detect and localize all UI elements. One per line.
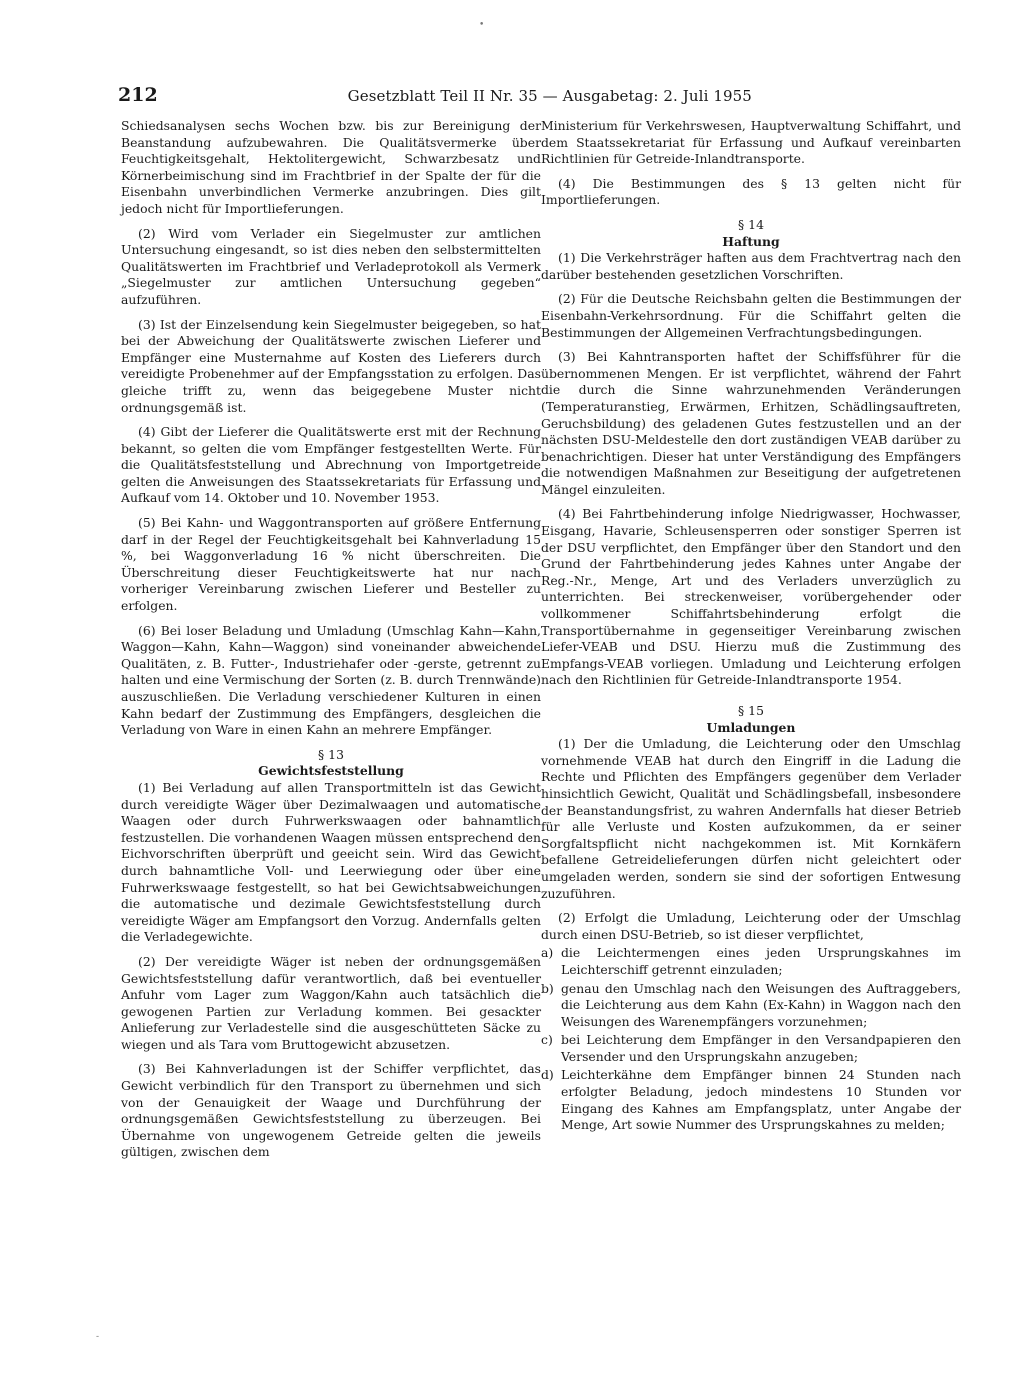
- paragraph: Schiedsanalysen sechs Wochen bzw. bis zur Bereinigung der Beanstandung aufzubewahren. Die Qualitätsvermerke über Feuchtigkeitsgehalt, Hektolitergewicht, Schwarzbesatz und Körnerbeimischung sind im Frachtbrief in der Spalte der für die Eisenbahn unverbindlichen Vermerke anzubringen. Dies gilt jedoch nicht für Importlieferungen.: [121, 118, 541, 216]
- list-item: [541, 1067, 961, 1133]
- paragraph: (1) Der die Umladung, die Leichterung oder den Umschlag vornehmende VEAB hat durch den Eingriff in die Ladung die Rechte und Pflichten des Empfängers gegenüber dem Verlader hinsichtlich Gewicht, Qualität und Schädlingsbefall, insbesondere der Beanstandungsfrist, zu wahren Andernfalls hat dieser Betrieb für alle Verluste und Kosten aufzukommen, da er seiner Sorgfaltspflicht nicht nachgekommen ist. Mit Kornkäfern befallene Getreidelieferungen dürfen nicht geleichtert oder umgeladen werden, sondern sie sind der sofortigen Entwesung zuzuführen.: [541, 736, 961, 901]
- section-title: Haftung: [722, 233, 780, 249]
- right-column: [541, 118, 961, 1136]
- running-title: Gesetzblatt Teil II Nr. 35 — Ausgabetag: 2. Juli 1955: [347, 87, 752, 105]
- paragraph: (3) Bei Kahntransporten haftet der Schiffsführer für die übernommenen Mengen. Er ist verpflichtet, während der Fahrt die durch die Sinne wahrzunehmenden Veränderungen (Temperaturanstieg, Erwärmen, Erhitzen, Schädlingsauftreten, Geruchsbildung) des geladenen Gutes festzustellen und an der nächsten DSU-Meldestelle den dort zuständigen VEAB darüber zu benachrichtigen. Dieser hat unter Verständigung des Empfängers die notwendigen Maßnahmen zur Beseitigung der aufgetretenen Mängel einzuleiten.: [541, 349, 961, 497]
- list-item: [541, 945, 961, 978]
- paragraph: (5) Bei Kahn- und Waggontransporten auf größere Entfernung darf in der Regel der Feuchtigkeitsgehalt bei Kahnverladung 15 %, bei Waggonverladung 16 % nicht überschreiten. Die Überschreitung dieser Feuchtigkeitswerte hat nur nach vorheriger Vereinbarung zwischen Lieferer und Besteller zu erfolgen.: [121, 515, 541, 614]
- section-title: Umladungen: [706, 719, 796, 735]
- paragraph: (4) Die Bestimmungen des § 13 gelten nicht für Importlieferungen.: [541, 175, 961, 208]
- section-number: § 14: [738, 216, 764, 232]
- section-number: § 15: [738, 703, 764, 718]
- list-label: b): [541, 980, 554, 996]
- page-number: 212: [118, 84, 158, 106]
- paragraph: (6) Bei loser Beladung und Umladung (Umschlag Kahn—Kahn, Waggon—Kahn, Kahn—Waggon) sind voneinander abweichende Qualitäten, z. B. Futter-, Industriehafer oder -gerste, getrennt zu halten und eine Vermischung der Sorten (z. B. durch Trennwände) auszuschließen. Die Verladung verschiedener Kulturen in einen Kahn bedarf der Zustimmung des Empfängers, desgleichen die Verladung von Ware in einen Kahn an mehrere Empfänger.: [121, 622, 541, 738]
- list-text: Leichterkähne dem Empfänger binnen 24 Stunden nach erfolgter Beladung, jedoch mindestens 10 Stunden vor Eingang des Kahnes am Empfangsplatz, unter Angabe der Menge, Art sowie Nummer des Ursprungskahnes zu melden;: [561, 1067, 961, 1133]
- paragraph: Ministerium für Verkehrswesen, Hauptverwaltung Schiffahrt, und dem Staatssekretariat für Erfassung und Aufkauf vereinbarten Richtlinien für Getreide-Inlandtransporte.: [541, 118, 961, 167]
- paragraph: (3) Bei Kahnverladungen ist der Schiffer verpflichtet, das Gewicht verbindlich für den Transport zu übernehmen und sich von der Genauigkeit der Waage und Durchführung der ordnungsgemäßen Gewichtsfeststellung zu überzeugen. Bei Übernahme von ungewogenem Getreide gelten die jeweils gültigen, zwischen dem: [121, 1061, 541, 1160]
- left-column: [121, 118, 541, 1169]
- scan-speck: •: [479, 20, 485, 30]
- list-text: die Leichtermengen eines jeden Ursprungskahnes im Leichterschiff getrennt einzuladen;: [561, 945, 961, 977]
- section-title: Gewichtsfeststellung: [258, 763, 404, 779]
- list-label: d): [541, 1067, 554, 1083]
- list-item: [541, 981, 961, 1031]
- list-label: c): [541, 1032, 553, 1048]
- paragraph: (2) Der vereidigte Wäger ist neben der ordnungsgemäßen Gewichtsfeststellung dafür verantwortlich, daß bei eventueller Anfuhr vom Lager zum Waggon/Kahn auch tatsächlich die gewogenen Partien zur Verladung kommen. Bei gesackter Anlieferung zur Verladestelle sind die ausgeschütteten Säcke zu wiegen und als Tara vom Bruttogewicht abzusetzen.: [121, 953, 541, 1052]
- paragraph: (2) Wird vom Verlader ein Siegelmuster zur amtlichen Untersuchung eingesandt, so ist dies neben den selbstermittelten Qualitätswerten im Frachtbrief und Verladeprotokoll als Vermerk „Siegelmuster zur amtlichen Untersuchung gegeben“ aufzuführen.: [121, 225, 541, 307]
- list-text: bei Leichterung dem Empfänger in den Versandpapieren den Versender und den Ursprungskahn anzugeben;: [561, 1032, 961, 1064]
- list-text: genau den Umschlag nach den Weisungen des Auftraggebers, die Leichterung aus dem Kahn (Ex-Kahn) in Waggon nach den Weisungen des Warenempfängers vorzunehmen;: [561, 980, 961, 1029]
- paragraph: (4) Bei Fahrtbehinderung infolge Niedrigwasser, Hochwasser, Eisgang, Havarie, Schleusensperren oder sonstiger Sperren ist der DSU verpflichtet, den Empfänger über den Standort und den Grund der Fahrtbehinderung jedes Kahnes unter Angabe der Reg.-Nr., Menge, Art und des Verladers unverzüglich zu unterrichten. Bei streckenweiser, vorübergehender oder vollkommener Schiffahrtsbehinderung erfolgt die Transportübernahme in gegenseitiger Vereinbarung zwischen Liefer-VEAB und DSU. Hierzu muß die Zustimmung des Empfangs-VEAB vorliegen. Umladung und Leichterung erfolgen nach den Richtlinien für Getreide-Inlandtransporte 1954.: [541, 506, 961, 688]
- page-header: [118, 84, 960, 108]
- paragraph: (1) Bei Verladung auf allen Transportmitteln ist das Gewicht durch vereidigte Wäger über Dezimalwaagen und automatische Waagen oder durch Fuhrwerkswaagen oder bahnamtlich festzustellen. Die vorhandenen Waagen müssen entsprechend den Eichvorschriften überprüft und geeicht sein. Wird das Gewicht durch bahnamtliche Voll- und Leerwiegung oder über eine Fuhrwerkswaage festgestellt, so hat bei Gewichtsabweichungen die automatische und dezimale Gewichtsfeststellung durch vereidigte Wäger am Empfangsort den Vorzug. Andernfalls gelten die Verladegewichte.: [121, 779, 541, 945]
- paragraph: (2) Erfolgt die Umladung, Leichterung oder der Umschlag durch einen DSU-Betrieb, so ist dieser verpflichtet,: [541, 910, 961, 942]
- list-item: [541, 1032, 961, 1065]
- paragraph: (4) Gibt der Lieferer die Qualitätswerte erst mit der Rechnung bekannt, so gelten die vom Empfänger festgestellten Werte. Für die Qualitätsfeststellung und Abrechnung von Importgetreide gelten die Anweisungen des Staatssekretariats für Erfassung und Aufkauf vom 14. Oktober und 10. November 1953.: [121, 424, 541, 506]
- paragraph: (3) Ist der Einzelsendung kein Siegelmuster beigegeben, so hat bei der Abweichung der Qualitätswerte zwischen Lieferer und Empfänger eine Musternahme auf Kosten des Lieferers durch vereidigte Probenehmer auf der Empfangsstation zu erfolgen. Das gleiche trifft zu, wenn das beigegebene Muster nicht ordnungsgemäß ist.: [121, 316, 541, 415]
- paragraph: (1) Die Verkehrsträger haften aus dem Frachtvertrag nach den darüber bestehenden gesetzlichen Vorschriften.: [541, 250, 961, 282]
- section-number: § 13: [318, 746, 344, 762]
- paragraph: (2) Für die Deutsche Reichsbahn gelten die Bestimmungen der Eisenbahn-Verkehrsordnung. Für die Schiffahrt gelten die Bestimmungen der Allgemeinen Verfrachtungsbedingungen.: [541, 291, 961, 340]
- list-label: a): [541, 945, 554, 961]
- scan-speck: -: [96, 1332, 100, 1342]
